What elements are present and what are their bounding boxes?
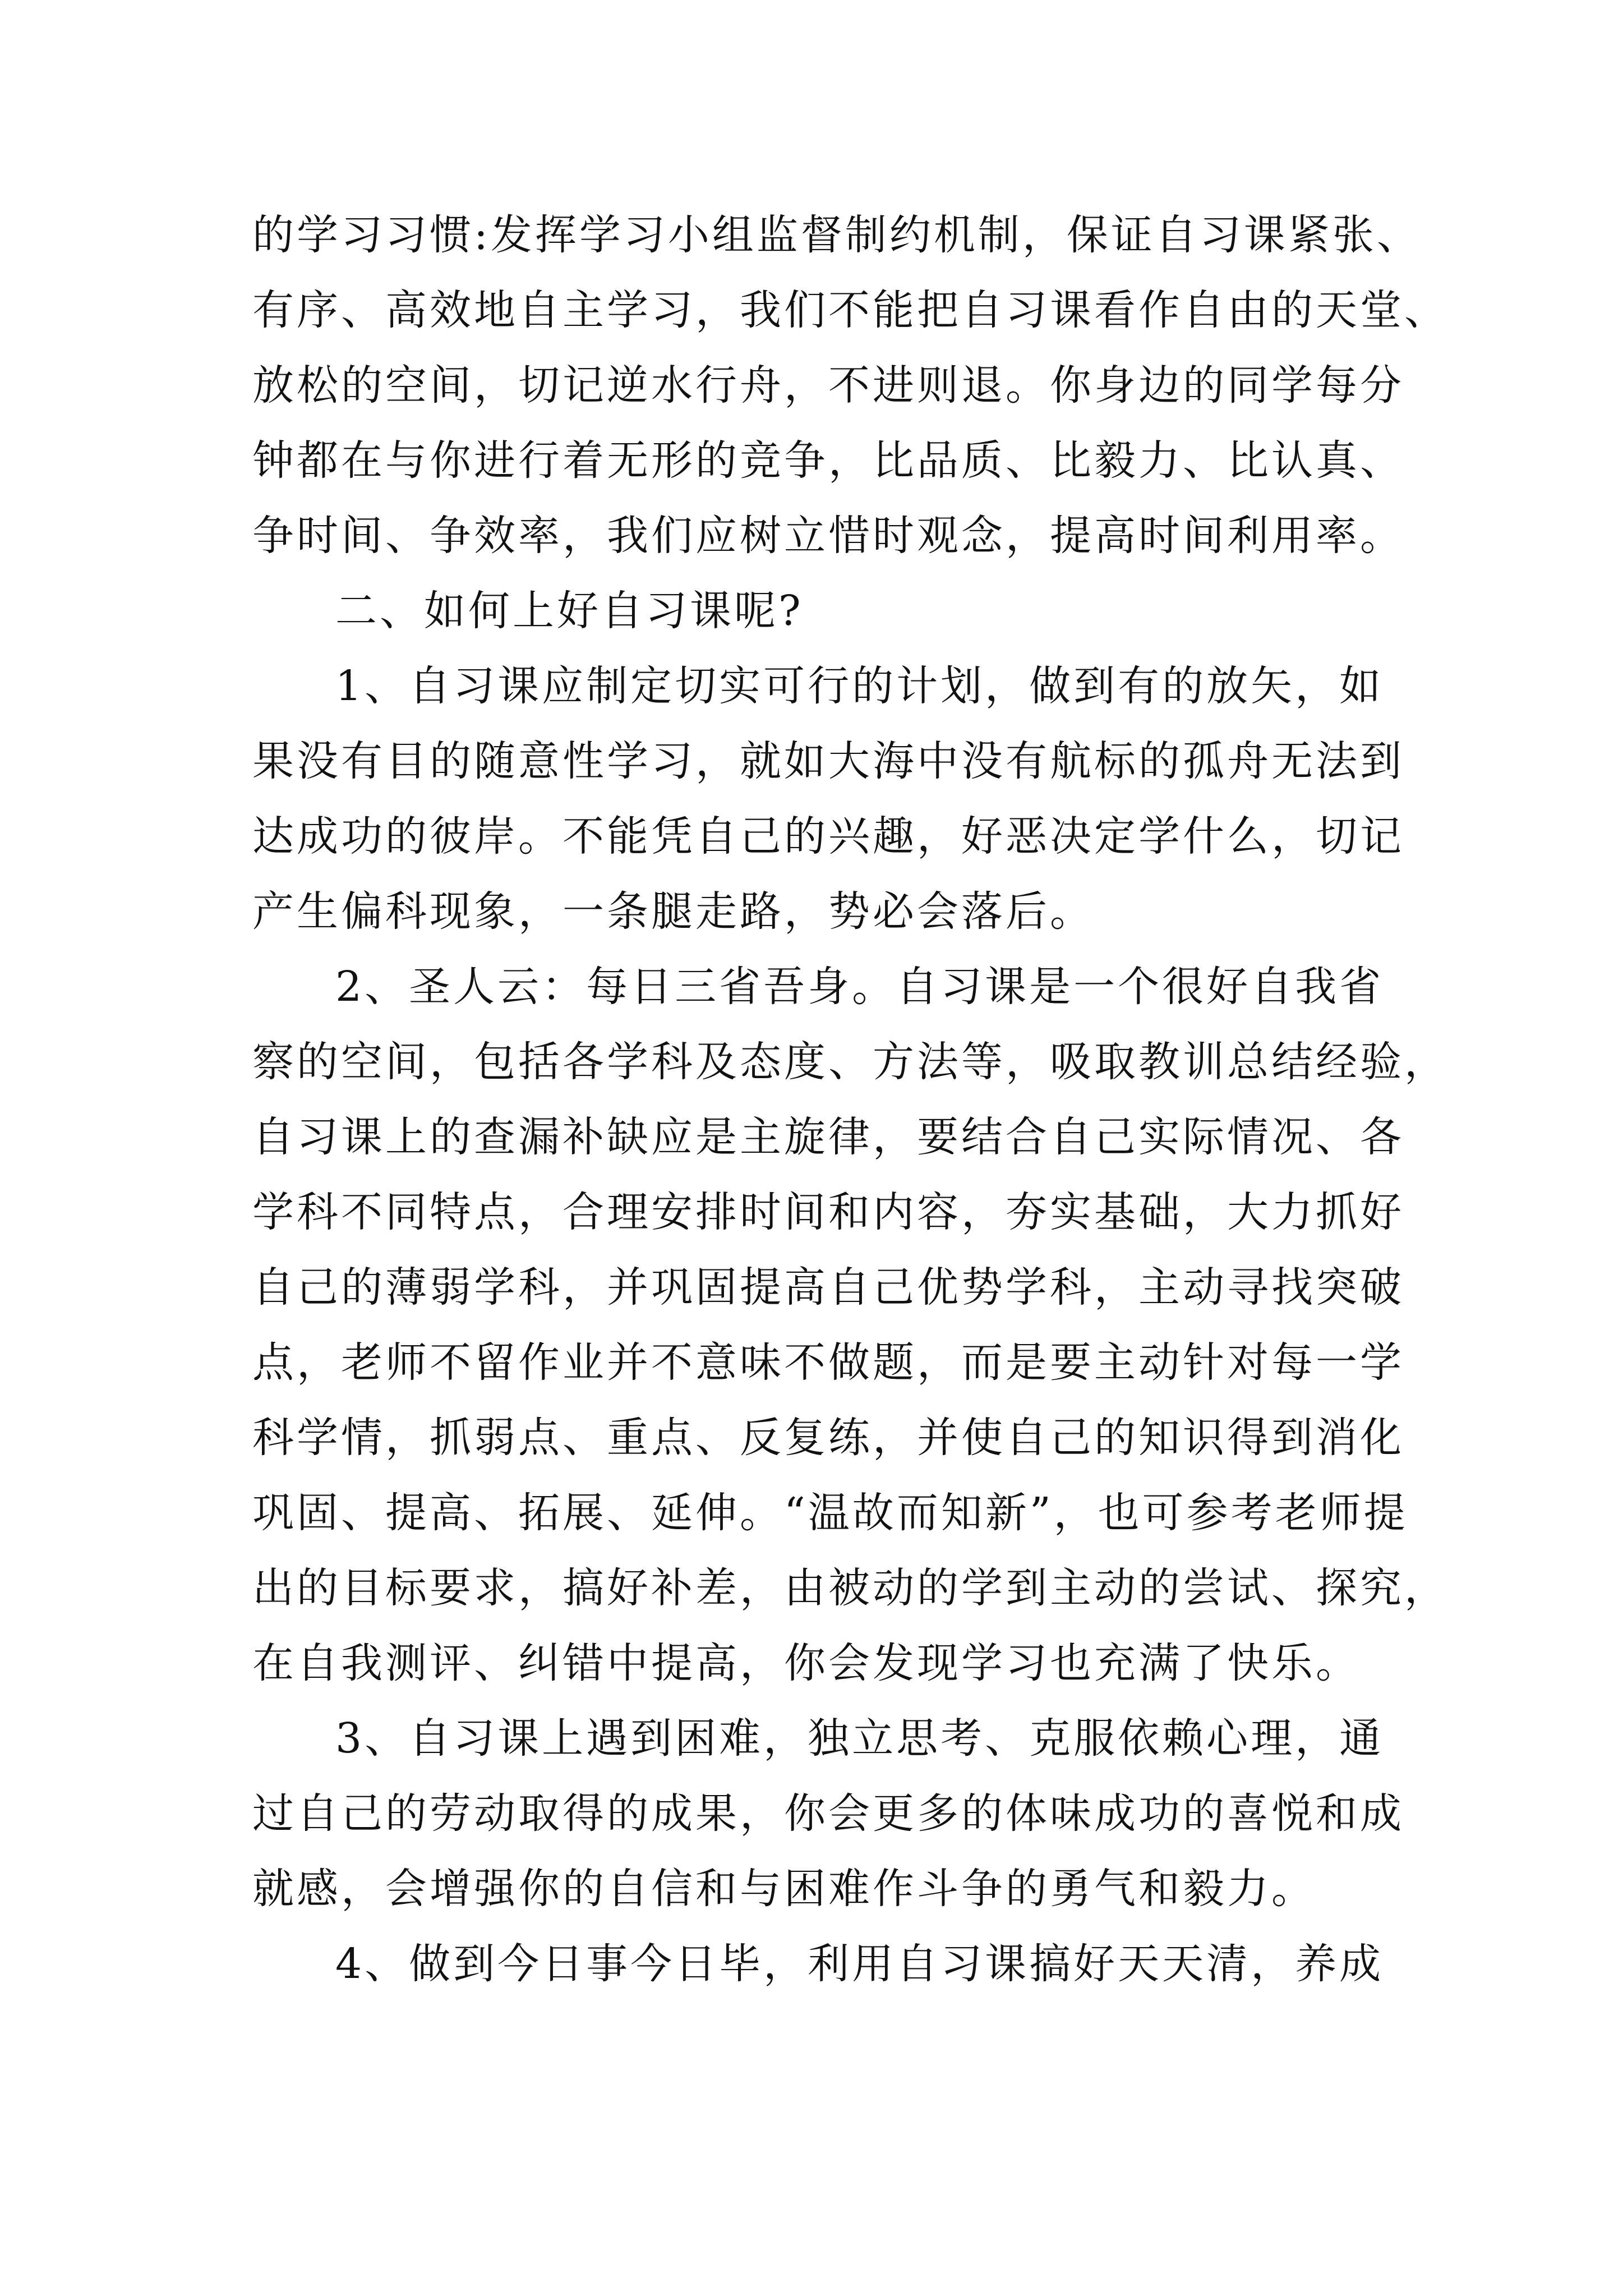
paragraph-2-line-5: 自己的薄弱学科，并巩固提高自己优势学科，主动寻找突破 [252,1263,1404,1312]
paragraph-2-line-7: 科学情，抓弱点、重点、反复练，并使自己的知识得到消化 [252,1414,1404,1462]
paragraph-4-line-1: 4、做到今日事今日毕，利用自习课搞好天天清，养成 [335,1940,1384,1988]
paragraph-1-line-2: 果没有目的随意性学习，就如大海中没有航标的孤舟无法到 [252,737,1404,785]
paragraph-1-line-1: 1、自习课应制定切实可行的计划，做到有的放矢，如 [335,662,1384,710]
paragraph-2-line-1: 2、圣人云：每日三省吾身。自习课是一个很好自我省 [335,963,1384,1011]
text-line-3: 放松的空间，切记逆水行舟，不进则退。你身边的同学每分 [252,361,1404,409]
paragraph-1-line-4: 产生偏科现象，一条腿走路，势必会落后。 [252,887,1094,936]
paragraph-3-line-2: 过自己的劳动取得的成果，你会更多的体味成功的喜悦和成 [252,1789,1404,1838]
paragraph-2-line-3: 自习课上的查漏补缺应是主旋律，要结合自己实际情况、各 [252,1113,1404,1161]
document-body [252,197,1449,2001]
paragraph-2-line-9: 出的目标要求，搞好补差，由被动的学到主动的尝试、探究， [252,1564,1449,1612]
text-line-5: 争时间、争效率，我们应树立惜时观念，提高时间利用率。 [252,512,1404,560]
section-heading: 二、如何上好自习课呢? [335,587,804,635]
paragraph-3-line-3: 就感，会增强你的自信和与困难作斗争的勇气和毅力。 [252,1865,1316,1913]
paragraph-2-line-2: 察的空间，包括各学科及态度、方法等，吸取教训总结经验， [252,1038,1449,1086]
paragraph-3-line-1: 3、自习课上遇到困难，独立思考、克服依赖心理，通 [335,1714,1384,1763]
text-line-4: 钟都在与你进行着无形的竞争，比品质、比毅力、比认真、 [252,436,1404,485]
paragraph-2-line-4: 学科不同特点，合理安排时间和内容，夯实基础，大力抓好 [252,1188,1404,1236]
text-line-2: 有序、高效地自主学习，我们不能把自习课看作自由的天堂、 [252,286,1449,334]
paragraph-1-line-3: 达成功的彼岸。不能凭自己的兴趣，好恶决定学什么，切记 [252,812,1404,861]
text-line-1: 的学习习惯:发挥学习小组监督制约机制，保证自习课紧张、 [252,211,1421,259]
paragraph-2-line-8: 巩固、提高、拓展、延伸。“温故而知新”，也可参考老师提 [252,1489,1408,1537]
paragraph-2-line-6: 点，老师不留作业并不意味不做题，而是要主动针对每一学 [252,1338,1404,1387]
paragraph-2-line-10: 在自我测评、纠错中提高，你会发现学习也充满了快乐。 [252,1639,1360,1687]
